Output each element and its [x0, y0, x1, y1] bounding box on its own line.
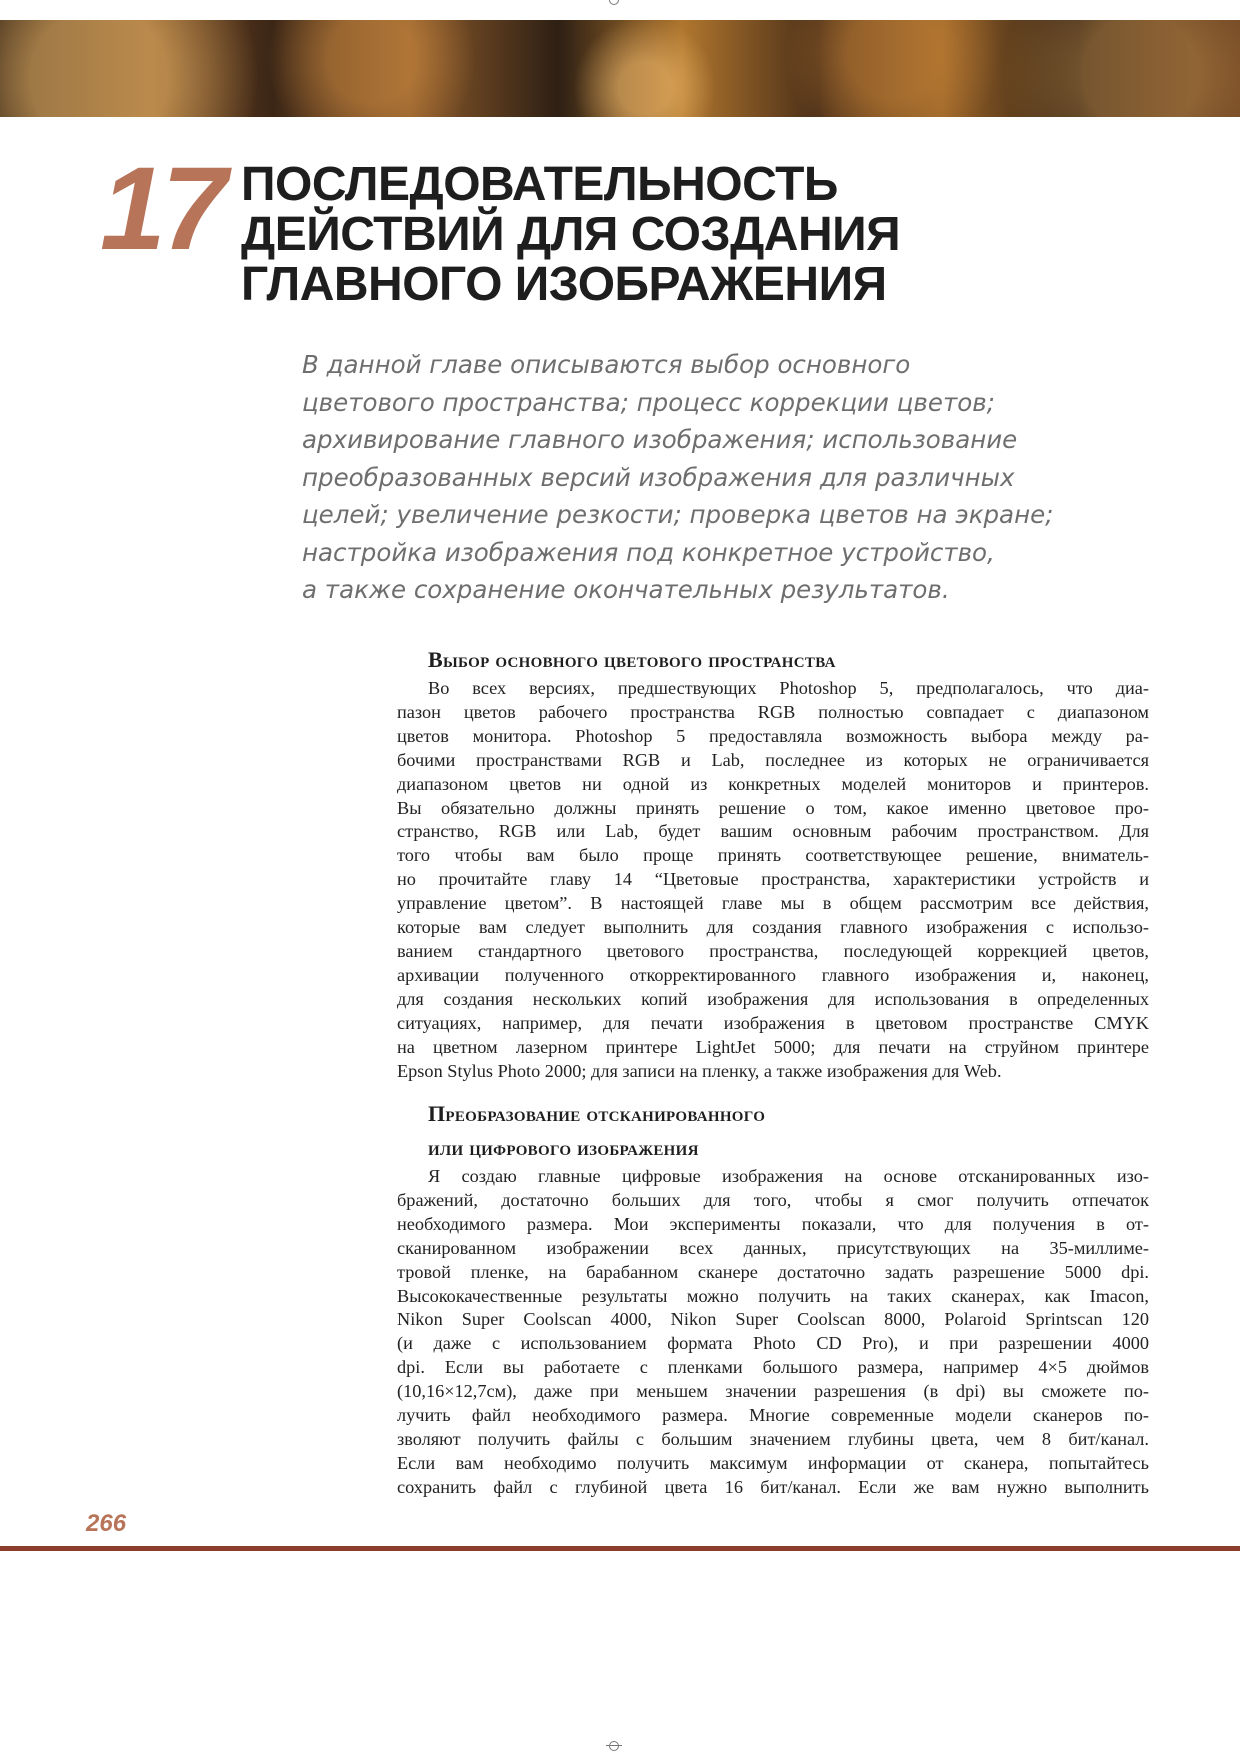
section-scan-conversion [397, 1097, 1149, 1500]
chapter-title-line: ПОСЛЕДОВАТЕЛЬНОСТЬ [241, 158, 838, 211]
body-line: Вы обязательно должны принять решение о том, какое именно цветовое про- [397, 797, 1149, 818]
body-line: диапазоном цветов ни одной из конкретных моделей мониторов и принтеров. [397, 773, 1149, 794]
page-number: 266 [86, 1510, 127, 1537]
body-line: Nikon Super Coolscan 4000, Nikon Super Coolscan 8000, Polaroid Sprintscan 120 [397, 1309, 1149, 1330]
chapter-title-line: ГЛАВНОГО ИЗОБРАЖЕНИЯ [241, 258, 887, 311]
intro-line: В данной главе описываются выбор основного [302, 350, 911, 379]
body-line: ванием стандартного цветового пространства, последующей коррекцией цветов, [397, 940, 1149, 961]
body-line: но прочитайте главу 14 “Цветовые пространства, характеристики устройств и [397, 869, 1149, 890]
body-line: (и даже с использованием формата Photo CD Pro), и при разрешении 4000 [397, 1333, 1149, 1354]
body-line: на цветном лазерном принтере LightJet 5000; для печати на струйном принтере [397, 1036, 1149, 1057]
body-line: управление цветом”. В настоящей главе мы в общем рассмотрим все действия, [397, 893, 1149, 914]
body-line: необходимого размера. Мои эксперименты показали, что для получения в от- [397, 1213, 1149, 1234]
body-line: сохранить файл с глубиной цвета 16 бит/канал. Если же вам нужно выполнить [397, 1476, 1149, 1497]
section-heading: Преобразование отсканированного [428, 1101, 766, 1126]
chapter-intro [302, 346, 1054, 609]
section-heading: Выбор основного цветового пространства [428, 647, 836, 672]
intro-line: преобразованных версий изображения для различных [302, 462, 1015, 492]
body-line: цветов монитора. Photoshop 5 предоставляла возможность выбора между ра- [397, 725, 1149, 746]
section-color-space [397, 643, 1149, 1083]
chapter-title-line: ДЕЙСТВИЙ ДЛЯ СОЗДАНИЯ [241, 208, 901, 261]
body-line: тровой пленке, на барабанном сканере достаточно задать разрешение 5000 dpi. [397, 1261, 1149, 1282]
body-line: Высококачественные результаты можно получить на таких сканерах, как Imacon, [397, 1285, 1149, 1306]
body-line: архивации полученного откорректированного главного изображения и, наконец, [397, 964, 1149, 985]
body-line: (10,16×12,7см), даже при меньшем значении разрешения (в dpi) вы сможете по- [397, 1381, 1149, 1402]
body-line: бражений, достаточно больших для того, чтобы я смог получить отпечаток [397, 1189, 1149, 1210]
section-body [397, 677, 1149, 1083]
intro-line: настройка изображения под конкретное устройство, [302, 537, 995, 567]
header-photo-banner [0, 20, 1240, 117]
body-line: которые вам следует выполнить для создания главного изображения с использо- [397, 917, 1149, 938]
intro-line: а также сохранение окончательных результатов. [302, 575, 950, 604]
body-line: Epson Stylus Photo 2000; для записи на пленку, а также изображения для Web. [397, 1060, 1002, 1081]
registration-mark-top [606, 0, 622, 8]
body-line: Я создаю главные цифровые изображения на основе отсканированных изо- [428, 1166, 1149, 1186]
intro-line: целей; увеличение резкости; проверка цветов на экране; [302, 500, 1054, 529]
body-line: dpi. Если вы работаете с пленками большого размера, например 4×5 дюймов [397, 1357, 1149, 1378]
body-line: зволяют получить файлы с большим значением глубины цвета, чем 8 бит/канал. [397, 1428, 1149, 1449]
body-line: Во всех версиях, предшествующих Photoshop 5, предполагалось, что диа- [428, 678, 1149, 698]
registration-mark-bottom [606, 1738, 622, 1754]
body-line: сканированном изображении всех данных, присутствующих на 35-миллиме- [397, 1237, 1149, 1258]
body-line: ситуациях, например, для печати изображения в цветовом пространстве CMYK [397, 1012, 1149, 1033]
section-body [397, 1165, 1149, 1500]
body-line: того чтобы вам было проще принять соответствующее решение, вниматель- [397, 845, 1149, 866]
body-line: Если вам необходимо получить максимум информации от сканера, попытайтесь [397, 1452, 1149, 1473]
body-line: странство, RGB или Lab, будет вашим основным рабочим пространством. Для [397, 821, 1149, 842]
body-line: лучить файл необходимого размера. Многие современные модели сканеров по- [397, 1405, 1149, 1426]
body-line: бочими пространствами RGB и Lab, последнее из которых не ограничивается [397, 749, 1149, 770]
footer-rule [0, 1546, 1240, 1551]
intro-line: архивирование главного изображения; использование [302, 425, 1018, 454]
body-line: для создания нескольких копий изображения для использования в определенных [397, 988, 1149, 1009]
chapter-number: 17 [100, 143, 224, 275]
chapter-title [241, 160, 941, 310]
body-line: пазон цветов рабочего пространства RGB полностью совпадает с диапазоном [397, 701, 1149, 722]
intro-line: цветового пространства; процесс коррекции цветов; [302, 387, 995, 417]
section-heading: или цифрового изображения [428, 1135, 699, 1160]
